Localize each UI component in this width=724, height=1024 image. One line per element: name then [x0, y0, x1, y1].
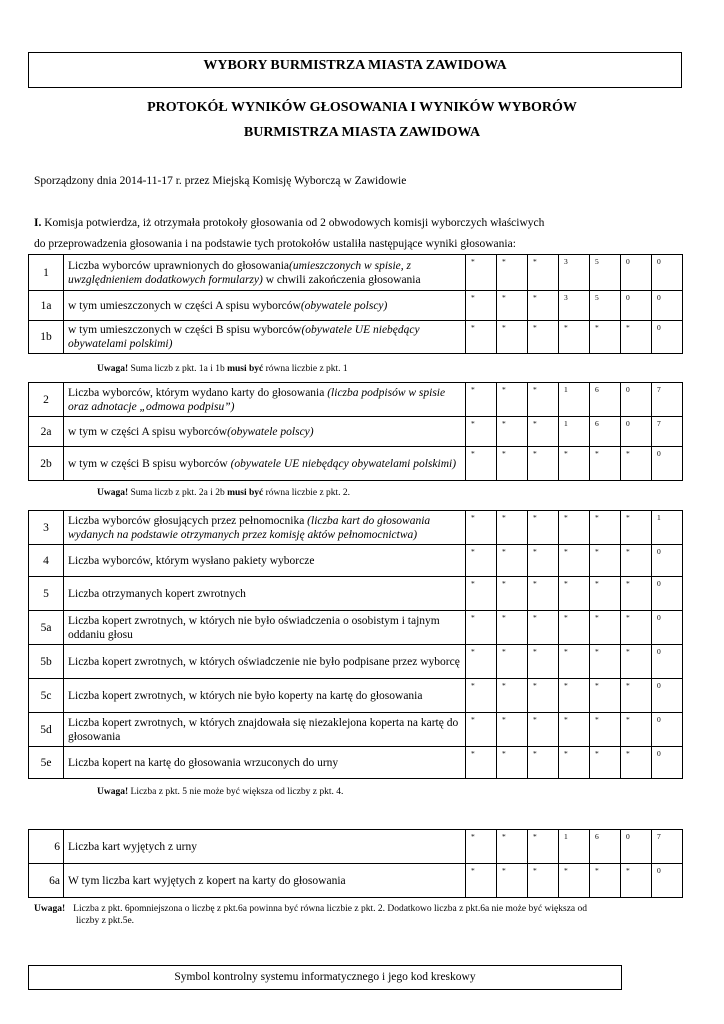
- note-3-text: Liczba z pkt. 5 nie może być większa od liczby z pkt. 4.: [128, 787, 344, 797]
- digit-cell: *: [528, 383, 559, 417]
- digit-cell: *: [528, 747, 559, 779]
- digit-cell: 0: [652, 747, 683, 779]
- digit-cell: *: [497, 511, 528, 545]
- digit-cell: *: [497, 577, 528, 611]
- digit-cell: *: [466, 864, 497, 898]
- digit-cell: *: [559, 864, 590, 898]
- note-1-text: Suma liczb z pkt. 1a i 1b: [128, 364, 228, 374]
- digit-cell: 5: [590, 255, 621, 291]
- digit-cell: 1: [559, 830, 590, 864]
- digit-cell: *: [528, 291, 559, 321]
- digit-cell: *: [621, 447, 652, 481]
- row-number: 5: [29, 577, 64, 611]
- row-number: 5a: [29, 611, 64, 645]
- digit-cell: *: [559, 577, 590, 611]
- control-symbol-box: Symbol kontrolny systemu informatycznego i jego kod kreskowy: [28, 965, 622, 990]
- digit-cell: *: [559, 511, 590, 545]
- digit-cell: *: [497, 417, 528, 447]
- digit-cell: *: [590, 645, 621, 679]
- note-1: [97, 364, 348, 374]
- note-4: [34, 904, 587, 914]
- digit-cell: 3: [559, 291, 590, 321]
- digit-cell: 0: [652, 545, 683, 577]
- digit-cell: *: [528, 545, 559, 577]
- row-label: [64, 679, 466, 713]
- row-number: 1b: [29, 321, 64, 354]
- digit-cell: *: [497, 383, 528, 417]
- prepared-line: Sporządzony dnia 2014-11-17 r. przez Miejską Komisję Wyborczą w Zawidowie: [34, 175, 407, 187]
- digit-cell: *: [497, 545, 528, 577]
- note-2-post: równa liczbie z pkt. 2.: [263, 488, 351, 498]
- row-number: 3: [29, 511, 64, 545]
- digit-cell: 0: [652, 577, 683, 611]
- digit-cell: *: [621, 747, 652, 779]
- table-row: [29, 645, 683, 679]
- row-label: [64, 255, 466, 291]
- row-label: [64, 321, 466, 354]
- row-number: 1: [29, 255, 64, 291]
- table-row: [29, 545, 683, 577]
- note-1-post: równa liczbie z pkt. 1: [263, 364, 348, 374]
- digit-cell: *: [466, 577, 497, 611]
- row-label-text: Liczba otrzymanych kopert zwrotnych: [68, 587, 246, 600]
- digit-cell: *: [466, 255, 497, 291]
- digit-cell: 0: [652, 291, 683, 321]
- table-row: [29, 679, 683, 713]
- section-intro-line1: [34, 217, 544, 229]
- digit-cell: *: [559, 545, 590, 577]
- results-table-1: [28, 254, 683, 354]
- note-2: [97, 488, 350, 498]
- table-row: [29, 255, 683, 291]
- row-label-text: Liczba wyborców uprawnionych do głosowania: [68, 259, 289, 272]
- digit-cell: 0: [652, 447, 683, 481]
- row-label: [64, 830, 466, 864]
- row-label-text: Liczba kopert zwrotnych, w których nie było koperty na kartę do głosowania: [68, 689, 423, 702]
- row-label-italic: (obywatele UE niebędący obywatelami polskimi): [230, 457, 457, 470]
- digit-cell: *: [497, 679, 528, 713]
- digit-cell: 0: [652, 864, 683, 898]
- digit-cell: *: [621, 679, 652, 713]
- digit-cell: *: [497, 645, 528, 679]
- row-label-text: Liczba wyborców głosujących przez pełnomocnika: [68, 514, 308, 527]
- digit-cell: *: [559, 747, 590, 779]
- digit-cell: *: [621, 611, 652, 645]
- row-number: 2b: [29, 447, 64, 481]
- note-4-label: Uwaga!: [34, 904, 66, 914]
- digit-cell: *: [590, 447, 621, 481]
- digit-cell: *: [621, 545, 652, 577]
- results-table-3: [28, 510, 683, 779]
- digit-cell: *: [466, 545, 497, 577]
- table-row: [29, 830, 683, 864]
- row-label: [64, 577, 466, 611]
- digit-cell: 0: [652, 713, 683, 747]
- digit-cell: 0: [621, 255, 652, 291]
- digit-cell: 0: [652, 679, 683, 713]
- digit-cell: *: [466, 417, 497, 447]
- digit-cell: *: [466, 611, 497, 645]
- row-label: [64, 611, 466, 645]
- row-label: [64, 645, 466, 679]
- digit-cell: 0: [621, 417, 652, 447]
- row-label-italic: (obywatele UE niebędący obywatelami polskimi): [68, 324, 420, 350]
- digit-cell: *: [497, 713, 528, 747]
- row-label: [64, 447, 466, 481]
- digit-cell: *: [621, 321, 652, 354]
- row-number: 6: [29, 830, 64, 864]
- row-number: 5c: [29, 679, 64, 713]
- digit-cell: *: [497, 611, 528, 645]
- digit-cell: *: [590, 511, 621, 545]
- digit-cell: 0: [621, 830, 652, 864]
- digit-cell: 0: [621, 383, 652, 417]
- digit-cell: *: [497, 747, 528, 779]
- row-label-text: w tym w części A spisu wyborców: [68, 425, 228, 438]
- results-table-4: [28, 829, 683, 898]
- row-number: 1a: [29, 291, 64, 321]
- row-label-text: w tym umieszczonych w części A spisu wyborców: [68, 299, 301, 312]
- results-table-2: [28, 382, 683, 481]
- digit-cell: *: [466, 447, 497, 481]
- row-label: [64, 713, 466, 747]
- digit-cell: *: [528, 645, 559, 679]
- table-row: [29, 447, 683, 481]
- digit-cell: *: [590, 611, 621, 645]
- protocol-title-line2: BURMISTRZA MIASTA ZAWIDOWA: [243, 125, 481, 140]
- digit-cell: *: [528, 321, 559, 354]
- election-title: WYBORY BURMISTRZA MIASTA ZAWIDOWA: [28, 52, 682, 88]
- digit-cell: *: [528, 255, 559, 291]
- row-label: [64, 747, 466, 779]
- row-number: 4: [29, 545, 64, 577]
- row-label-italic: (liczba kart do głosowania wydanych na podstawie otrzymanych przez komisję aktów pełnomocnictwa): [68, 514, 431, 541]
- row-number: 6a: [29, 864, 64, 898]
- digit-cell: 3: [559, 255, 590, 291]
- digit-cell: 7: [652, 417, 683, 447]
- digit-cell: *: [466, 511, 497, 545]
- row-label-tail: w chwili zakończenia głosowania: [262, 273, 421, 286]
- digit-cell: *: [528, 511, 559, 545]
- section-number: I.: [34, 217, 42, 229]
- row-label-text: Liczba kart wyjętych z urny: [68, 840, 197, 853]
- row-label-italic: (liczba podpisów w spisie oraz adnotacje „odmowa podpisu”): [68, 386, 446, 413]
- row-number: 5d: [29, 713, 64, 747]
- table-row: [29, 383, 683, 417]
- digit-cell: *: [466, 679, 497, 713]
- row-number: 5b: [29, 645, 64, 679]
- digit-cell: *: [466, 713, 497, 747]
- row-label: [64, 511, 466, 545]
- table-row: [29, 611, 683, 645]
- note-2-text: Suma liczb z pkt. 2a i 2b: [128, 488, 228, 498]
- table-row: [29, 747, 683, 779]
- digit-cell: *: [590, 747, 621, 779]
- digit-cell: *: [559, 611, 590, 645]
- digit-cell: 0: [652, 255, 683, 291]
- digit-cell: 0: [621, 291, 652, 321]
- table-row: [29, 291, 683, 321]
- digit-cell: 1: [559, 417, 590, 447]
- digit-cell: *: [497, 864, 528, 898]
- row-label: [64, 417, 466, 447]
- digit-cell: *: [466, 645, 497, 679]
- digit-cell: *: [528, 447, 559, 481]
- table-row: [29, 511, 683, 545]
- digit-cell: *: [497, 321, 528, 354]
- table-row: [29, 713, 683, 747]
- digit-cell: *: [621, 511, 652, 545]
- row-label-text: Liczba kopert zwrotnych, w których znajdowała się niezaklejona koperta na kartę do głosowania: [68, 716, 459, 743]
- note-2-label: Uwaga!: [97, 488, 129, 498]
- digit-cell: *: [590, 321, 621, 354]
- row-label-text: Liczba kopert zwrotnych, w których oświadczenie nie było podpisane przez wyborcę: [68, 655, 460, 668]
- section-intro-text1: Komisja potwierdza, iż otrzymała protokoły głosowania od 2 obwodowych komisji wyborczych właściwych: [41, 217, 545, 229]
- digit-cell: *: [497, 447, 528, 481]
- digit-cell: 1: [559, 383, 590, 417]
- digit-cell: *: [590, 864, 621, 898]
- digit-cell: *: [466, 830, 497, 864]
- note-3: [97, 787, 343, 797]
- table-row: [29, 417, 683, 447]
- digit-cell: *: [559, 645, 590, 679]
- digit-cell: *: [559, 713, 590, 747]
- note-1-bold: musi być: [227, 364, 264, 374]
- digit-cell: *: [497, 255, 528, 291]
- digit-cell: *: [528, 679, 559, 713]
- digit-cell: *: [590, 679, 621, 713]
- digit-cell: *: [621, 864, 652, 898]
- digit-cell: *: [466, 747, 497, 779]
- digit-cell: *: [528, 713, 559, 747]
- section-intro-line2: do przeprowadzenia głosowania i na podstawie tych protokołów ustaliła następujące wyniki głosowania:: [34, 238, 516, 250]
- digit-cell: *: [528, 577, 559, 611]
- digit-cell: *: [621, 713, 652, 747]
- row-label: [64, 545, 466, 577]
- digit-cell: *: [528, 830, 559, 864]
- digit-cell: *: [497, 291, 528, 321]
- digit-cell: 7: [652, 830, 683, 864]
- row-label-italic: (obywatele polscy): [300, 299, 388, 312]
- digit-cell: 0: [652, 645, 683, 679]
- digit-cell: *: [590, 713, 621, 747]
- protocol-title: [28, 95, 696, 145]
- digit-cell: *: [466, 321, 497, 354]
- row-label-text: Liczba kopert zwrotnych, w których nie było oświadczenia o osobistym i tajnym oddaniu głosu: [68, 614, 440, 641]
- digit-cell: *: [497, 830, 528, 864]
- digit-cell: *: [590, 577, 621, 611]
- digit-cell: *: [621, 645, 652, 679]
- digit-cell: *: [528, 864, 559, 898]
- table-row: [29, 321, 683, 354]
- digit-cell: 0: [652, 321, 683, 354]
- row-number: 5e: [29, 747, 64, 779]
- row-number: 2: [29, 383, 64, 417]
- row-label-text: w tym umieszczonych w części B spisu wyborców: [68, 324, 302, 336]
- row-label-italic: (umieszczonych w spisie, z uwzględnieniem dodatkowych formularzy): [68, 259, 412, 286]
- note-3-label: Uwaga!: [97, 787, 129, 797]
- row-number: 2a: [29, 417, 64, 447]
- table-row: [29, 577, 683, 611]
- row-label-text: w tym w części B spisu wyborców: [68, 457, 231, 470]
- row-label-text: Liczba wyborców, którym wydano karty do głosowania: [68, 386, 328, 399]
- row-label-text: Liczba kopert na kartę do głosowania wrzuconych do urny: [68, 756, 339, 769]
- digit-cell: *: [590, 545, 621, 577]
- note-1-label: Uwaga!: [97, 364, 129, 374]
- digit-cell: *: [559, 447, 590, 481]
- row-label-text: Liczba wyborców, którym wysłano pakiety wyborcze: [68, 554, 315, 567]
- digit-cell: 6: [590, 417, 621, 447]
- digit-cell: 7: [652, 383, 683, 417]
- digit-cell: *: [466, 291, 497, 321]
- row-label: [64, 383, 466, 417]
- table-row: [29, 864, 683, 898]
- digit-cell: 6: [590, 830, 621, 864]
- note-2-bold: musi być: [227, 488, 264, 498]
- digit-cell: *: [559, 321, 590, 354]
- note-4-cont: liczby z pkt.5e.: [76, 916, 135, 926]
- protocol-title-line1: PROTOKÓŁ WYNIKÓW GŁOSOWANIA I WYNIKÓW WYBORÓW: [147, 100, 577, 115]
- digit-cell: *: [621, 577, 652, 611]
- row-label: [64, 864, 466, 898]
- row-label-italic: (obywatele polscy): [227, 425, 314, 438]
- digit-cell: *: [559, 679, 590, 713]
- digit-cell: *: [528, 611, 559, 645]
- digit-cell: 6: [590, 383, 621, 417]
- digit-cell: *: [528, 417, 559, 447]
- digit-cell: 1: [652, 511, 683, 545]
- note-4-line1: Liczba z pkt. 6pomniejszona o liczbę z pkt.6a powinna być równa liczbie z pkt. 2. Dodatkowo liczba z pkt.6a nie może być większa od: [73, 904, 588, 914]
- row-label-text: W tym liczba kart wyjętych z kopert na karty do głosowania: [68, 874, 346, 887]
- digit-cell: *: [466, 383, 497, 417]
- digit-cell: 5: [590, 291, 621, 321]
- row-label: [64, 291, 466, 321]
- digit-cell: 0: [652, 611, 683, 645]
